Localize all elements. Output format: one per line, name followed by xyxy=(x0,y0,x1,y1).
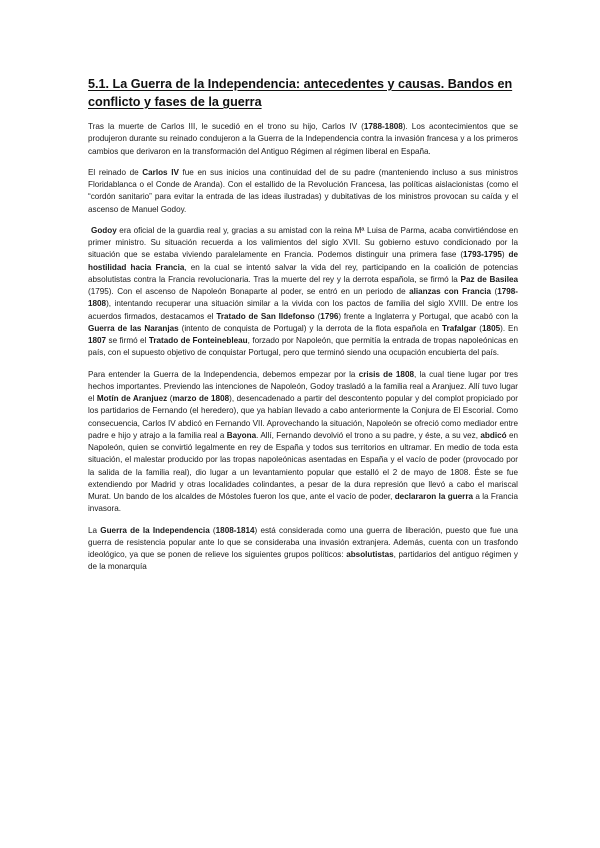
bold-text: Paz de Basilea xyxy=(460,274,518,284)
bold-text: Motín de Aranjuez xyxy=(96,394,168,403)
paragraph-text: El reinado de xyxy=(88,167,143,177)
bold-text: 1805 xyxy=(482,323,501,333)
bold-text: alianzas con Francia xyxy=(409,287,492,296)
paragraph-text: . Allí, Fernando devolvió el trono a su padre, y éste, a su vez, xyxy=(256,430,481,440)
body-paragraph xyxy=(88,167,518,216)
paragraph-text: fue en sus inicios una continuidad del de su padre (manteniendo incluso a sus ministros Floridablanca o el Conde de Aranda). Con el estallido de la Revolución Francesa, las políticas aislacionistas (como el “cordón sanitario” para evitar la entrada de las ideas ilustradas) y dubitativas de los ministros provocan su caída y el ascenso de Manuel Godoy. xyxy=(88,167,518,214)
body-paragraph xyxy=(88,369,518,516)
bold-text: declararon la guerra xyxy=(394,492,474,501)
paragraph-text: ( xyxy=(314,311,321,321)
bold-text: 1807 xyxy=(88,336,107,345)
bold-text: Guerra de las Naranjas xyxy=(88,323,179,333)
bold-text: Godoy xyxy=(91,225,117,235)
paragraph-text: ) xyxy=(501,250,509,260)
paragraph-text: La xyxy=(88,525,101,535)
paragraph-text: ). En xyxy=(500,323,518,333)
paragraph-text: ). Los acontecimientos que se produjeron durante su reinado condujeron a la Guerra de la Independencia contra la invasión francesa y a los primeros cambios que derivaron en la transformación del Antiguo Régimen al régimen liberal en España. xyxy=(88,122,518,156)
bold-text: 1793-1795 xyxy=(463,250,502,260)
bold-text: Guerra de la Independencia xyxy=(100,525,210,535)
bold-text: 1788-1808 xyxy=(363,122,403,131)
paragraph-text: ) frente a Inglaterra y Portugal, que acabó con la xyxy=(338,311,519,321)
body-paragraph xyxy=(88,525,518,574)
bold-text: Tratado de Fonteinebleau xyxy=(148,336,248,345)
paragraph-text: a la Francia invasora. xyxy=(88,492,518,514)
paragraph-text: ( xyxy=(476,323,483,333)
bold-text: 1808-1814 xyxy=(215,525,255,535)
paragraph-text: ) está considerada como una guerra de liberación, puesto que fue una guerra de resistencia popular ante lo que se consideraba una invasión extranjera. Además, cuenta con un trasfondo ideológico, ya que se ponen de relieve los siguientes grupos políticos: xyxy=(88,525,519,559)
paragraph-text: , la cual tiene lugar por tres hechos importantes. Previendo las intenciones de Napoleón, Godoy trasladó a la familia real a Aranjuez. Allí tuvo lugar el xyxy=(88,369,518,403)
bold-text: absolutistas xyxy=(346,550,394,559)
bold-text: Carlos IV xyxy=(142,167,179,177)
paragraph-text: en Napoleón, quien se convirtió legalmente en rey de España y todos sus territorios en ultramar. En medio de toda esta situación, el malestar producido por las tropas napoleónicas asentadas en España y el vacío de poder (provocado por la salida de la familia real), dio lugar a un levantamiento popular que estalló el 2 de mayo de 1808. Éste se fue extendiendo por Madrid y otras localidades colindantes, a pesar de la dura represión que llevó a cabo el mariscal Murat. Un bando de los alcaldes de Móstoles fueron los que, ante el vacío de poder, xyxy=(88,430,519,501)
paragraph-text: Tras la muerte de Carlos III, le sucedió en el trono su hijo, Carlos IV ( xyxy=(88,122,364,131)
paragraph-text: , forzado por Napoleón, que permitía la entrada de tropas napoleónicas en país, con el supuesto objetivo de conquistar Portugal, pero que terminó siendo una ocupación encubierta del país. xyxy=(88,336,518,358)
paragraph-text: ( xyxy=(167,394,173,403)
paragraph-text: era oficial de la guardia real y, gracias a su amistad con la reina Mª Luisa de Parma, acaba convirtiéndose en primer ministro. Su situación recuerda a los valimientos del siglo XVII. Su gobierno estuvo condicionado por la situación que se estaba viviendo paralelamente en Francia. Podemos distinguir una primera fase ( xyxy=(88,225,518,260)
paragraph-text: ( xyxy=(209,525,216,535)
paragraph-text: ), desencadenado a partir del descontento popular y del complot propiciado por los partidarios de Fernando (el heredero), que ya habían llevado a cabo anteriormente la Conjura de El Escorial. Como consecuencia, Carlos IV abdicó en Fernando VII. Aprovechando la situación, Napoleón se ofreció como mediador entre padre e hijo y atrajo a la familia real a xyxy=(88,394,518,440)
paragraph-text: ), intentando recuperar una situación similar a la vivida con los pactos de familia del siglo XVIII. De entre los acuerdos firmados, destacamos el xyxy=(88,299,518,321)
paragraph-text: , partidarios del antiguo régimen y de la monarquía xyxy=(88,550,518,572)
body-paragraph xyxy=(88,225,518,360)
bold-text: marzo de 1808 xyxy=(172,394,230,403)
paragraph-text: , en la cual se intentó salvar la vida del rey, participando en la coalición de potencias absolutistas contra la Francia revolucionaria. Tras la muerte del rey y la derrota española, se firmó la xyxy=(88,262,519,284)
paragraph-text: (intento de conquista de Portugal) y la derrota de la flota española en xyxy=(178,323,443,333)
body-paragraph xyxy=(88,121,518,158)
paragraph-text: (1795). Con el ascenso de Napoleón Bonaparte al poder, se entró en un periodo de xyxy=(88,287,410,296)
bold-text: abdicó xyxy=(480,430,507,440)
bold-text: Bayona xyxy=(226,430,257,440)
bold-text: Trafalgar xyxy=(442,323,477,333)
bold-text: crisis de 1808 xyxy=(358,369,414,379)
paragraph-text: se firmó el xyxy=(106,336,149,345)
document-body xyxy=(88,121,518,583)
section-title: 5.1. La Guerra de la Independencia: antecedentes y causas. Bandos en conflicto y fases de la guerra xyxy=(88,77,513,109)
bold-text: 1798-1808 xyxy=(88,287,518,309)
paragraph-text: ( xyxy=(491,287,498,296)
bold-text: 1796 xyxy=(320,311,339,321)
paragraph-text: Para entender la Guerra de la Independencia, debemos empezar por la xyxy=(88,369,359,379)
bold-text: Tratado de San Ildefonso xyxy=(216,311,315,321)
bold-text: de hostilidad hacia Francia xyxy=(88,250,519,272)
